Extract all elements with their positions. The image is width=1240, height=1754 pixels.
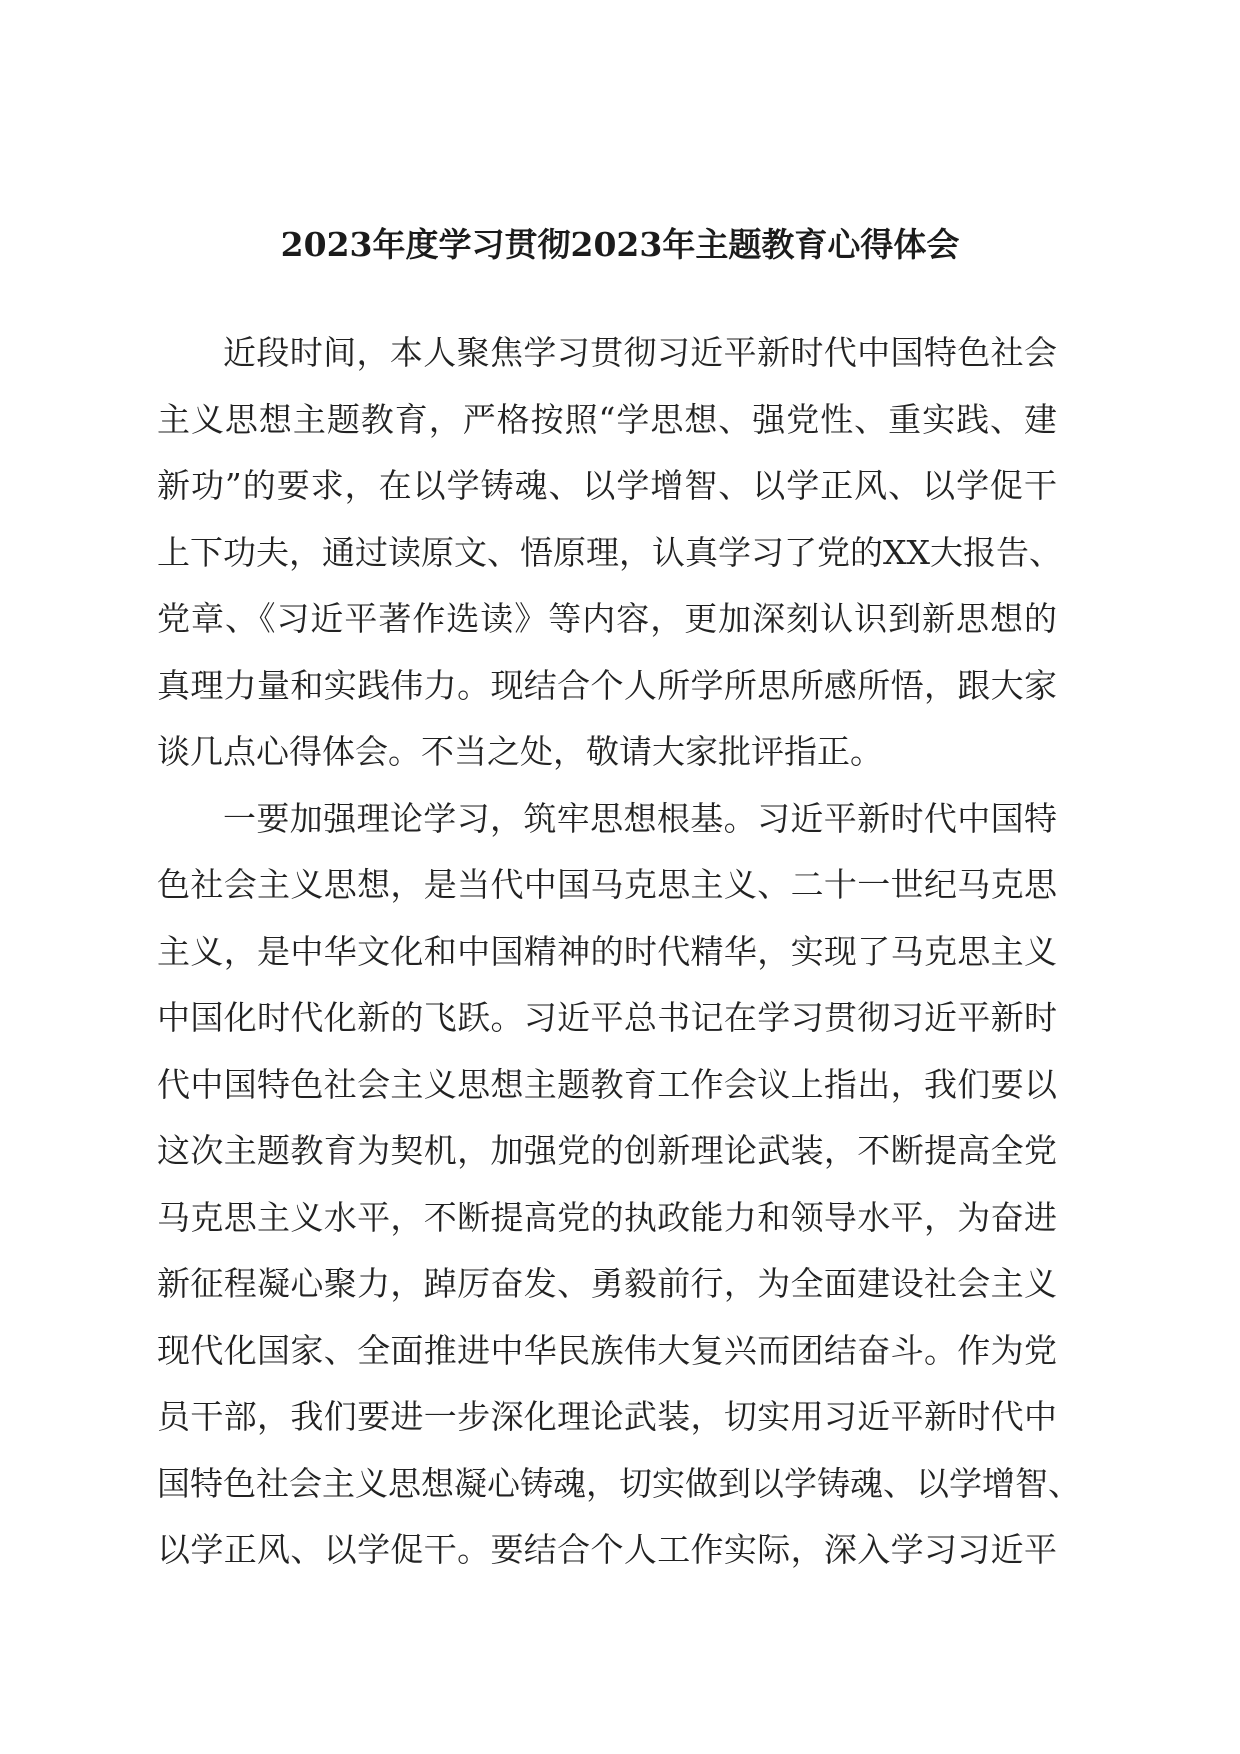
- paragraph-1-line-1: 近段时间，本人聚焦学习贯彻习近平新时代中国特色社会: [223, 333, 1057, 372]
- paragraph-1-line-6: 真理力量和实践伟力。现结合个人所学所思所感所悟，跟大家: [157, 665, 1057, 705]
- paragraph-2-line-2: 色社会主义思想，是当代中国马克思主义、二十一世纪马克思: [157, 865, 1057, 904]
- paragraph-1-line-3: 新功”的要求，在以学铸魂、以学增智、以学正风、以学促干: [157, 466, 1057, 505]
- document-body: [157, 320, 1081, 1584]
- document-title: 2023年度学习贯彻2023年主题教育心得体会: [280, 225, 960, 264]
- paragraph-2-line-12: 以学正风、以学促干。要结合个人工作实际，深入学习习近平: [157, 1530, 1057, 1569]
- paragraph-1-line-5: 党章、《习近平著作选读》等内容，更加深刻认识到新思想的: [157, 599, 1057, 638]
- paragraph-2-line-10: 员干部，我们要进一步深化理论武装，切实用习近平新时代中: [157, 1397, 1057, 1436]
- paragraph-1-line-7: 谈几点心得体会。不当之处，敬请大家批评指正。: [157, 732, 883, 771]
- paragraph-1-line-2: 主义思想主题教育，严格按照“学思想、强党性、重实践、建: [157, 399, 1057, 439]
- paragraph-2-line-9: 现代化国家、全面推进中华民族伟大复兴而团结奋斗。作为党: [157, 1330, 1057, 1370]
- paragraph-2-line-8: 新征程凝心聚力，踔厉奋发、勇毅前行，为全面建设社会主义: [157, 1264, 1057, 1303]
- paragraph-2-line-5: 代中国特色社会主义思想主题教育工作会议上指出，我们要以: [157, 1064, 1057, 1104]
- paragraph-2-line-11: 国特色社会主义思想凝心铸魂，切实做到以学铸魂、以学增智、: [157, 1463, 1081, 1503]
- paragraph-2-line-4: 中国化时代化新的飞跃。习近平总书记在学习贯彻习近平新时: [157, 998, 1057, 1037]
- paragraph-1-line-4: 上下功夫，通过读原文、悟原理，认真学习了党的XX大报告、: [157, 532, 1062, 572]
- paragraph-2-line-6: 这次主题教育为契机，加强党的创新理论武装，不断提高全党: [157, 1131, 1057, 1170]
- paragraph-2-line-3: 主义，是中华文化和中国精神的时代精华，实现了马克思主义: [157, 931, 1057, 971]
- paragraph-2-line-7: 马克思主义水平，不断提高党的执政能力和领导水平，为奋进: [157, 1197, 1057, 1237]
- paragraph-2-line-1: 一要加强理论学习，筑牢思想根基。习近平新时代中国特: [223, 798, 1057, 838]
